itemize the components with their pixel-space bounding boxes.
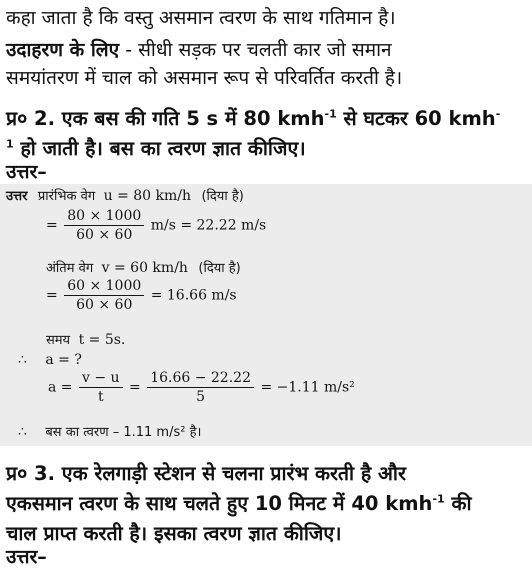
solution-row-time	[46, 330, 125, 348]
solution-fraction-4	[147, 370, 254, 405]
solution-unknown-eq: a = ?	[45, 352, 82, 368]
example-label: उदाहरण के लिए	[6, 39, 120, 61]
solution-equals-3: =	[129, 379, 141, 396]
question-2-line-2	[6, 134, 306, 161]
solution-conclusion-text: बस का त्वरण – 1.11 m/s² है।	[45, 425, 202, 440]
solution-conversion-1-result: m/s = 22.22 m/s	[150, 217, 267, 234]
solution-row-conversion-2	[46, 278, 237, 313]
solution-initial-velocity-text: प्रारंभिक वेग	[37, 189, 96, 204]
solution-fraction-4-denominator: 5	[196, 389, 206, 405]
solution-given-note-2: (दिया है)	[198, 261, 241, 276]
question-2-prefix: प्र० 2. एक बस की गति 5 s में 80 kmh	[6, 107, 325, 130]
solution-fraction-1-denominator: 60 × 60	[76, 227, 133, 243]
question-2-text: हो जाती है। बस का त्वरण ज्ञात कीजिए।	[13, 137, 306, 160]
question-2-sup-2: -	[495, 107, 501, 121]
solution-fraction-1	[64, 208, 144, 243]
intro-line-2-text: - सीधी सड़क पर चलती कार जो समान	[119, 39, 392, 61]
solution-fraction-2-numerator: 60 × 1000	[64, 278, 144, 296]
question-2-line-1	[6, 104, 500, 131]
solution-fraction-2	[64, 278, 144, 313]
solution-fraction-3	[79, 370, 123, 405]
solution-fraction-3-denominator: t	[97, 389, 104, 405]
solution-fraction-1-numerator: 80 × 1000	[64, 208, 144, 226]
solution-row-final-velocity	[46, 258, 241, 276]
solution-fraction-4-numerator: 16.66 − 22.22	[147, 370, 254, 388]
solution-answer-label: उत्तर	[6, 189, 28, 204]
solution-therefore-1: ∴	[18, 352, 27, 368]
solution-row-conclusion	[18, 422, 201, 440]
question-3-line-1: प्र० 3. एक रेलगाड़ी स्टेशन से चलना प्रारंभ करती है और	[6, 462, 406, 485]
intro-line-3: समयांतरण में चाल को असमान रूप से परिवर्तित करती है।	[6, 67, 403, 89]
solution-row-conversion-1	[46, 208, 266, 243]
solution-therefore-2: ∴	[18, 424, 27, 440]
question-2-line2-sup: 1	[6, 137, 14, 151]
solution-fraction-3-numerator: v − u	[79, 370, 123, 388]
solution-initial-velocity-eq: u = 80 km/h	[103, 188, 192, 204]
question-3-line-2	[6, 489, 472, 516]
intro-line-1: कहा जाता है कि वस्तु असमान त्वरण के साथ गतिमान है।	[6, 7, 396, 29]
question-3-line-3: चाल प्राप्त करती है। इसका त्वरण ज्ञात कीजिए।	[6, 522, 342, 545]
solution-final-velocity-text: अंतिम वेग	[46, 261, 94, 276]
solution-scan	[0, 184, 532, 446]
intro-line-2	[6, 36, 392, 62]
solution-acceleration-lhs: a =	[48, 379, 73, 396]
question-2-sup-1: -1	[324, 107, 337, 121]
solution-equals-1: =	[46, 217, 58, 234]
solution-acceleration-result: = −1.11 m/s²	[260, 379, 355, 396]
question-3-sup: -1	[432, 492, 445, 506]
question-2-middle: से घटकर 60 kmh	[336, 107, 496, 130]
question-3-line2-text: एकसमान त्वरण के साथ चलते हुए 10 मिनट में 40 kmh	[6, 492, 433, 515]
answer-label-1: उत्तर–	[6, 161, 47, 183]
solution-time-eq: t = 5s.	[78, 332, 126, 348]
solution-fraction-2-denominator: 60 × 60	[76, 297, 133, 313]
solution-given-note-1: (दिया है)	[201, 189, 244, 204]
solution-row-unknown	[18, 352, 82, 368]
solution-row-acceleration	[48, 370, 355, 405]
solution-time-text: समय	[46, 333, 71, 348]
answer-label-2: उत्तर–	[6, 546, 47, 568]
solution-row-initial-velocity	[6, 186, 244, 204]
solution-equals-2: =	[46, 287, 58, 304]
question-3-line2-end: की	[444, 492, 472, 515]
solution-conversion-2-result: = 16.66 m/s	[150, 287, 237, 304]
solution-final-velocity-eq: v = 60 km/h	[101, 260, 188, 276]
